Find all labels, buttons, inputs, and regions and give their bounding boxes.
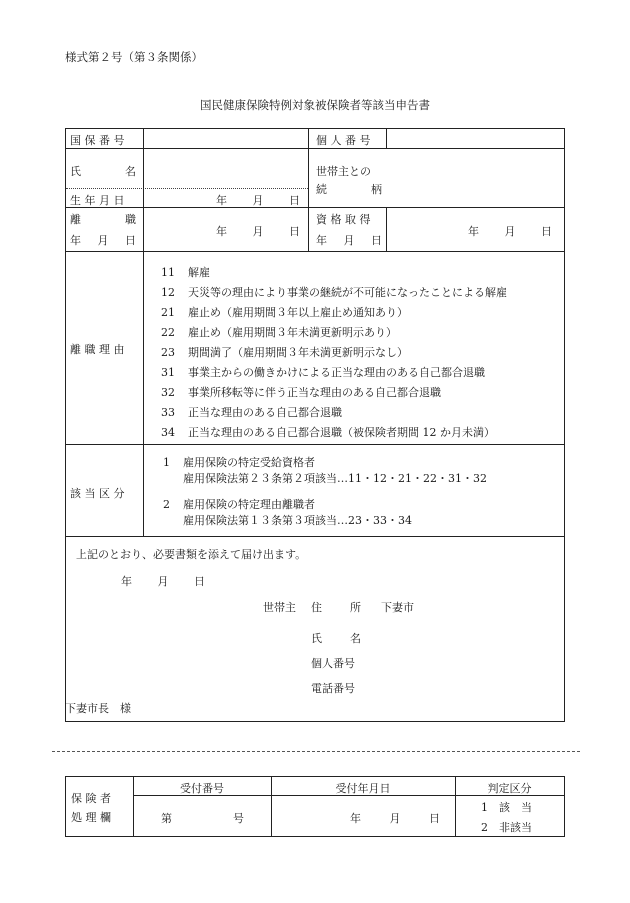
receipt-number-header: 受付番号 <box>180 782 224 795</box>
separation-label-line1: 離 職 <box>70 213 136 226</box>
phone-number-label: 電話番号 <box>311 682 355 695</box>
personal-number-field[interactable] <box>387 130 563 147</box>
applicant-name-label: 氏 名 <box>311 632 361 645</box>
reason-item[interactable]: 33 正当な理由のある自己都合退職 <box>161 406 342 419</box>
reason-item[interactable]: 23 期間満了（雇用期間３年未満更新明示なし） <box>161 346 408 359</box>
reason-item[interactable]: 31 事業主からの働きかけによる正当な理由のある自己都合退職 <box>161 366 485 379</box>
receipt-date-header: 受付年月日 <box>335 782 391 795</box>
office-label-line2: 処 理 欄 <box>71 811 111 824</box>
declaration-text: 上記のとおり、必要書類を添えて届け出ます。 <box>76 548 307 561</box>
application-form-table <box>65 128 565 722</box>
relation-label-line2 <box>316 181 382 197</box>
separation-reason-label: 離 職 理 由 <box>70 343 125 356</box>
householder-label: 世帯主 <box>263 601 296 614</box>
reason-item[interactable]: 34 正当な理由のある自己都合退職（被保険者期間 12 か月未満） <box>161 426 495 439</box>
reason-item[interactable]: 32 事業所移転等に伴う正当な理由のある自己都合退職 <box>161 386 441 399</box>
cut-line <box>52 751 580 752</box>
reason-item[interactable]: 22 雇止め（雇用期間３年未満更新明示あり） <box>161 326 397 339</box>
receipt-date-field[interactable]: 年 月 日 <box>350 812 440 825</box>
acquisition-label-line2: 年 月 日 <box>316 234 382 247</box>
relation-label-line1: 世帯主との <box>316 165 371 178</box>
name-label-b: 名 <box>125 165 136 178</box>
reason-item[interactable]: 12 天災等の理由により事業の継続が不可能になったことによる解雇 <box>161 286 507 299</box>
name-field[interactable] <box>144 149 307 187</box>
receipt-dai: 第 <box>161 812 172 825</box>
personal-number-label: 個 人 番 号 <box>316 134 371 147</box>
category-option-1[interactable]: 1 雇用保険の特定受給資格者 雇用保険法第２３条第２項該当…11・12・21・22・31・32 <box>163 456 487 485</box>
category-option-2[interactable]: 2 雇用保険の特定理由離職者 雇用保険法第１３条第３項該当…23・33・34 <box>163 498 412 527</box>
reason-item[interactable]: 21 雇止め（雇用期間３年以上雇止め通知あり） <box>161 306 408 319</box>
judgment-applicable[interactable]: 1 該 当 <box>481 801 532 814</box>
separation-date-field[interactable]: 年 月 日 <box>216 225 300 238</box>
relation-label-b: 柄 <box>371 183 382 196</box>
receipt-go: 号 <box>233 812 244 825</box>
insurer-processing-table <box>65 776 565 837</box>
judgment-header: 判定区分 <box>487 782 532 795</box>
addressee: 下妻市長 様 <box>65 702 131 715</box>
judgment-not-applicable[interactable]: 2 非該当 <box>481 821 532 834</box>
relation-field[interactable] <box>387 149 563 206</box>
category-label: 該 当 区 分 <box>70 487 125 500</box>
applicant-personal-number-label: 個人番号 <box>311 657 355 670</box>
acquisition-label-line1: 資 格 取 得 <box>316 213 371 226</box>
birth-date-field[interactable]: 年 月 日 <box>216 194 300 207</box>
insurance-number-label: 国 保 番 号 <box>70 134 125 147</box>
document-title: 国民健康保険特例対象被保険者等該当申告書 <box>200 98 430 112</box>
reason-item[interactable]: 11 解雇 <box>161 266 210 279</box>
address-label: 住 所 <box>311 601 361 614</box>
declaration-date-field[interactable]: 年 月 日 <box>121 575 205 588</box>
office-label-line1: 保 険 者 <box>71 792 111 805</box>
name-label-a: 氏 <box>70 165 81 178</box>
name-label <box>70 163 136 179</box>
address-value[interactable]: 下妻市 <box>381 601 414 614</box>
form-number: 様式第２号（第３条関係） <box>65 50 203 64</box>
acquisition-date-field[interactable]: 年 月 日 <box>468 225 552 238</box>
birth-date-label: 生 年 月 日 <box>70 194 125 207</box>
separation-label-line2: 年 月 日 <box>70 234 136 247</box>
relation-label-a: 続 <box>316 183 327 196</box>
insurance-number-field[interactable] <box>144 130 307 147</box>
